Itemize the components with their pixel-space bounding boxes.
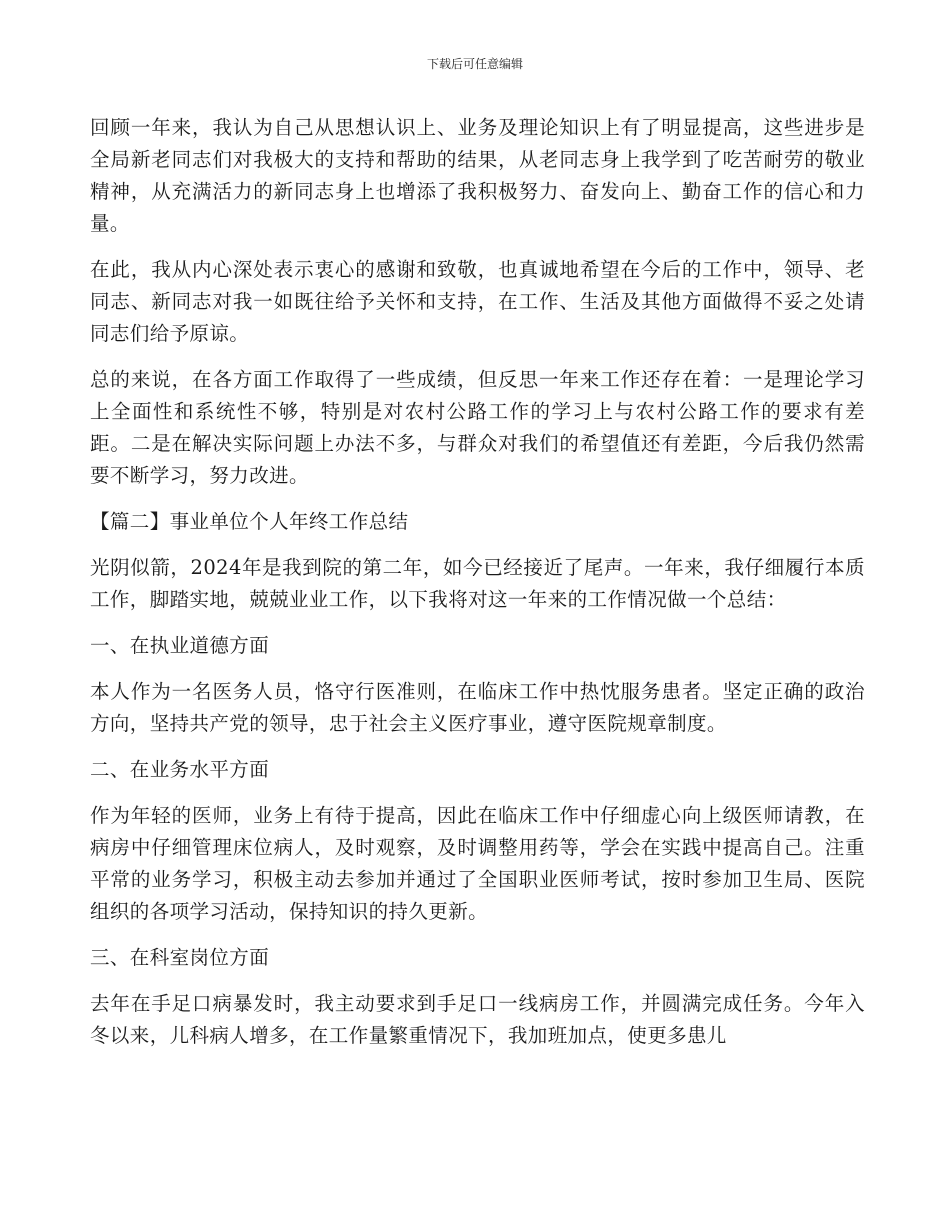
subheading-department: 三、在科室岗位方面 [90,946,270,969]
paragraph-professional: 作为年轻的医师，业务上有待于提高，因此在临床工作中仔细虚心向上级医师请教，在病房中仔细管理床位病人，及时观察，及时调整用药等，学会在实践中提高自己。注重平常的业务学习，积极主动去参加并通过了全国职业医师考试，按时参加卫生局、医院组织的各项学习活动，保持知识的持久更新。 [90,804,865,923]
subheading-professional: 二、在业务水平方面 [90,758,270,781]
paragraph-thanks: 在此，我从内心深处表示衷心的感谢和致敬，也真诚地希望在今后的工作中，领导、老同志、新同志对我一如既往给予关怀和支持，在工作、生活及其他方面做得不妥之处请同志们给予原谅。 [90,258,865,345]
section-heading-part-two: 【篇二】事业单位个人年终工作总结 [90,510,409,533]
page-header: 下载后可任意编辑 [426,57,523,71]
document-body [90,112,865,1066]
paragraph-review: 回顾一年来，我认为自己从思想认识上、业务及理论知识上有了明显提高，这些进步是全局新老同志们对我极大的支持和帮助的结果，从老同志身上我学到了吃苦耐劳的敬业精神，从充满活力的新同志身上也增添了我积极努力、奋发向上、勤奋工作的信心和力量。 [90,116,865,235]
subheading-ethics: 一、在执业道德方面 [90,634,270,657]
paragraph-intro: 光阴似箭，2024年是我到院的第二年，如今已经接近了尾声。一年来，我仔细履行本质工作，脚踏实地，兢兢业业工作，以下我将对这一年来的工作情况做一个总结： [90,556,865,611]
paragraph-ethics: 本人作为一名医务人员，恪守行医准则，在临床工作中热忱服务患者。坚定正确的政治方向，坚持共产党的领导，忠于社会主义医疗事业，遵守医院规章制度。 [90,680,865,735]
paragraph-department: 去年在手足口病暴发时，我主动要求到手足口一线病房工作，并圆满完成任务。今年入冬以来，儿科病人增多，在工作量繁重情况下，我加班加点，使更多患儿 [90,992,865,1047]
paragraph-summary: 总的来说，在各方面工作取得了一些成绩，但反思一年来工作还存在着：一是理论学习上全面性和系统性不够，特别是对农村公路工作的学习上与农村公路工作的要求有差距。二是在解决实际问题上办法不多，与群众对我们的希望值还有差距，今后我仍然需要不断学习，努力改进。 [90,368,865,487]
